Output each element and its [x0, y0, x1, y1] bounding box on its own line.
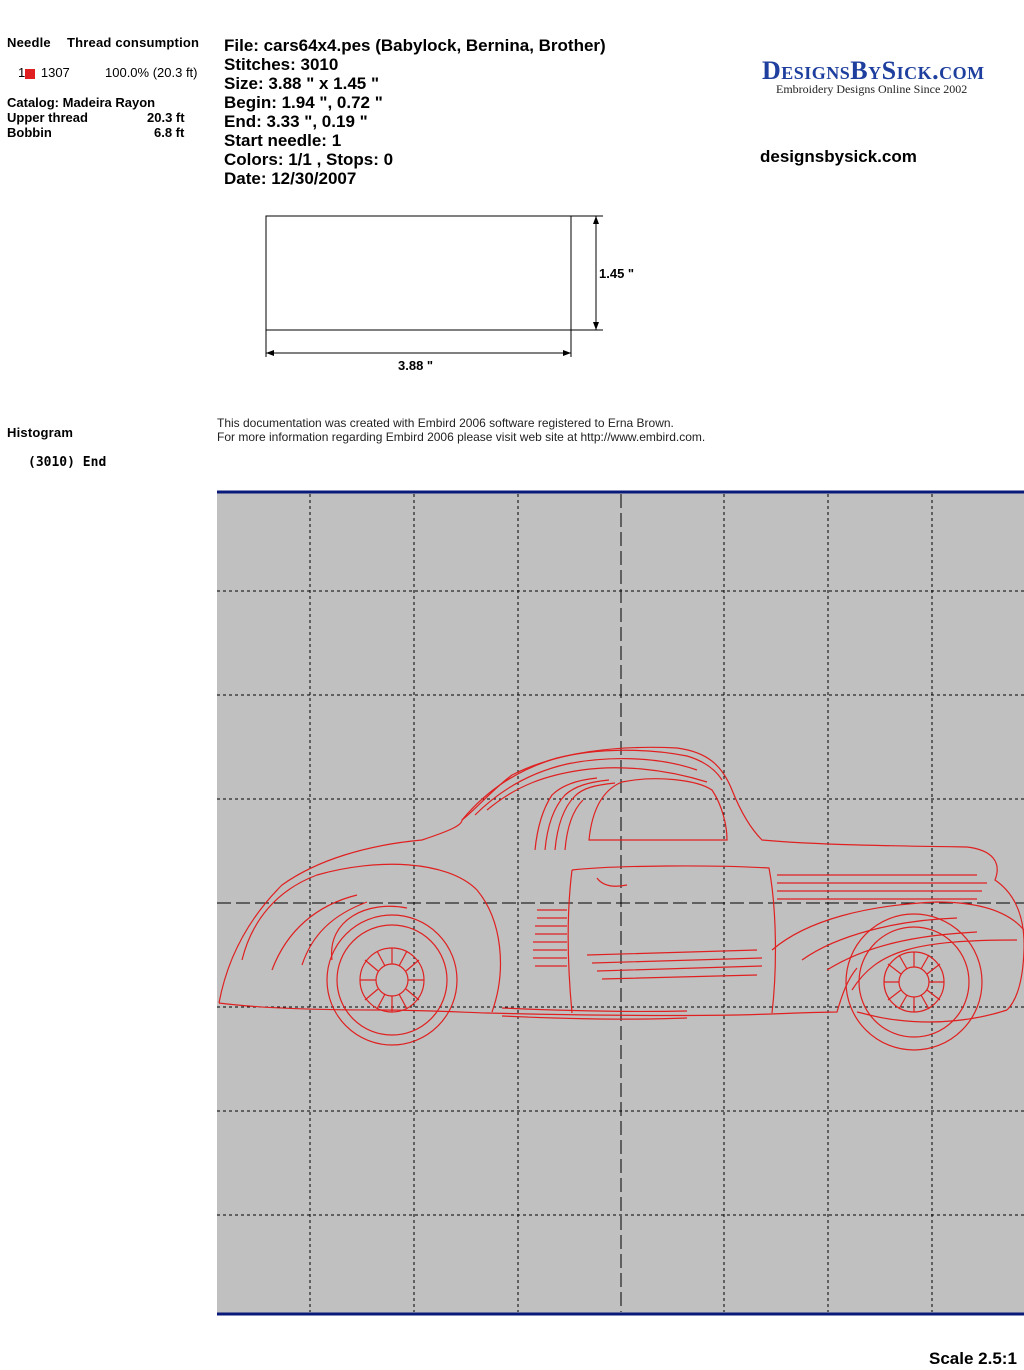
histogram-title: Histogram: [7, 425, 74, 440]
histogram-entry: (3010) End: [28, 455, 107, 470]
logo-name: DesignsBySick.com: [762, 56, 985, 85]
notice-line-2: For more information regarding Embird 2006 please visit web site at http://www.embird.com.: [217, 430, 706, 444]
file-info: [224, 36, 606, 188]
bobbin-label: Bobbin: [7, 125, 52, 140]
begin-position: Begin: 1.94 ", 0.72 ": [224, 93, 383, 112]
designsbysick-logo: [762, 58, 985, 97]
notice-line-1: This documentation was created with Embird 2006 software registered to Erna Brown.: [217, 416, 674, 430]
logo-tagline: Embroidery Designs Online Since 2002: [776, 82, 968, 96]
colors-stops: Colors: 1/1 , Stops: 0: [224, 150, 394, 169]
bobbin-value: 6.8 ft: [154, 125, 185, 140]
preview-width-label: 3.88 ": [398, 358, 434, 373]
needle-consumption: 100.0% (20.3 ft): [105, 65, 198, 80]
upper-thread-value: 20.3 ft: [147, 110, 185, 125]
thread-color-swatch: [25, 69, 35, 79]
thread-consumption-header: Thread consumption: [67, 35, 200, 50]
stitch-count: Stitches: 3010: [224, 55, 339, 74]
thread-code: 1307: [40, 65, 70, 80]
embird-notice: [217, 416, 705, 444]
stitch-canvas: [217, 490, 1024, 1317]
start-needle: Start needle: 1: [224, 131, 342, 150]
design-preview: [255, 205, 655, 380]
catalog-label: Catalog: Madeira Rayon: [7, 95, 156, 110]
preview-height-label: 1.45 ": [599, 266, 635, 281]
file-name: File: cars64x4.pes (Babylock, Bernina, Brother): [224, 36, 606, 55]
needle-number: 1: [18, 65, 26, 80]
design-date: Date: 12/30/2007: [224, 169, 357, 188]
needle-header: Needle: [7, 35, 51, 50]
end-position: End: 3.33 ", 0.19 ": [224, 112, 368, 131]
needle-row: [18, 65, 70, 80]
design-size: Size: 3.88 " x 1.45 ": [224, 74, 380, 93]
website-text: designsbysick.com: [760, 147, 917, 166]
upper-thread-label: Upper thread: [7, 110, 88, 125]
scale-label: Scale 2.5:1: [929, 1349, 1017, 1368]
